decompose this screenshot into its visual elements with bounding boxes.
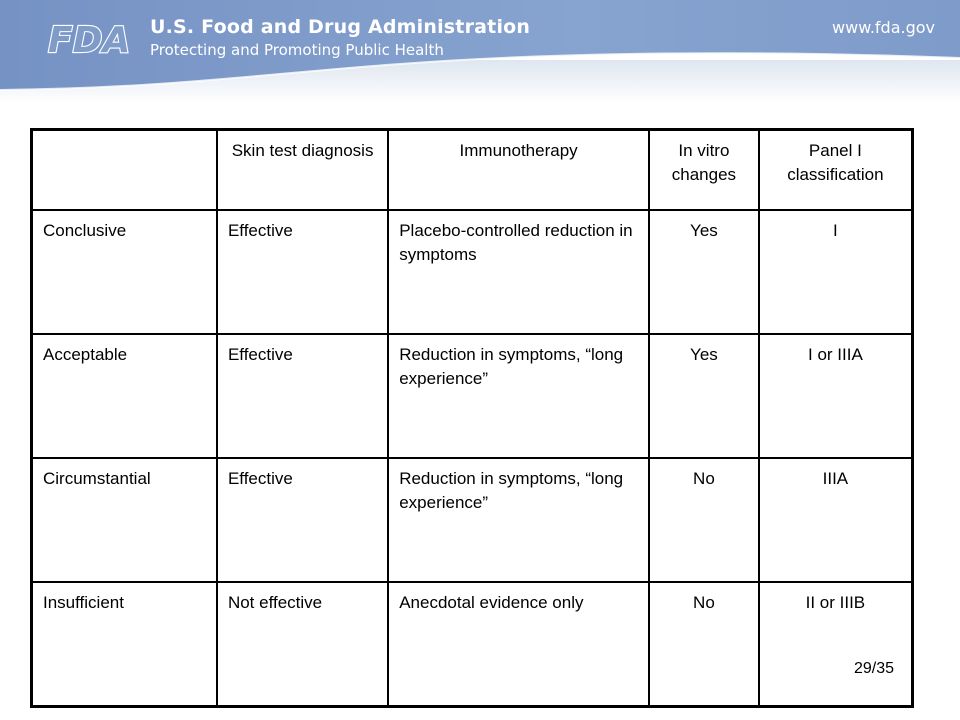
fda-logo [46, 18, 140, 58]
header-cell-classification: Panel I classification [759, 130, 913, 211]
in-vitro-cell: No [649, 582, 759, 706]
page-number: 29/35 [854, 660, 895, 677]
skin-test-cell: Effective [217, 334, 388, 458]
in-vitro-cell: No [649, 458, 759, 582]
table-header-row [32, 130, 913, 211]
skin-test-cell: Not effective [217, 582, 388, 706]
fda-header-banner [0, 0, 960, 104]
immunotherapy-cell: Reduction in symptoms, “long experience” [388, 334, 649, 458]
skin-test-cell: Effective [217, 458, 388, 582]
immunotherapy-cell: Placebo-controlled reduction in symptoms [388, 210, 649, 334]
evidence-level-cell: Circumstantial [32, 458, 217, 582]
header-cell-skin-test: Skin test diagnosis [217, 130, 388, 211]
classification-cell: IIIA [759, 458, 913, 582]
classification-cell: II or IIIB [759, 582, 913, 706]
evidence-level-cell: Acceptable [32, 334, 217, 458]
immunotherapy-cell: Anecdotal evidence only [388, 582, 649, 706]
table-row [32, 210, 913, 334]
header-cell-in-vitro: In vitro changes [649, 130, 759, 211]
in-vitro-cell: Yes [649, 334, 759, 458]
table-row [32, 334, 913, 458]
classification-cell: I or IIIA [759, 334, 913, 458]
logo-lettering: FDA [48, 20, 131, 58]
table-row [32, 458, 913, 582]
agency-tagline: Protecting and Promoting Public Health [150, 41, 444, 59]
classification-table [30, 128, 914, 708]
site-url: www.fda.gov [832, 18, 935, 37]
table-row [32, 582, 913, 706]
evidence-level-cell: Insufficient [32, 582, 217, 706]
immunotherapy-cell: Reduction in symptoms, “long experience” [388, 458, 649, 582]
skin-test-cell: Effective [217, 210, 388, 334]
evidence-level-cell: Conclusive [32, 210, 217, 334]
in-vitro-cell: Yes [649, 210, 759, 334]
agency-name: U.S. Food and Drug Administration [150, 16, 531, 38]
classification-cell: I [759, 210, 913, 334]
header-cell-immunotherapy: Immunotherapy [388, 130, 649, 211]
header-cell-empty [32, 130, 217, 211]
